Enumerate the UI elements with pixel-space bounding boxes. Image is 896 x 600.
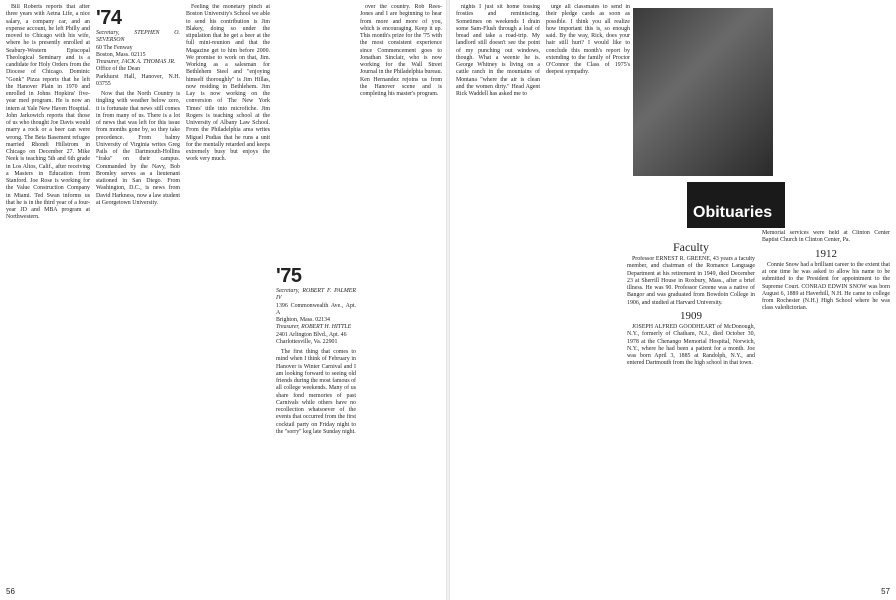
column-text: The first thing that comes to mind when I think of February in Hanover is Winter Carnival and I am looking forward to seeing old friends during the most famous of all college weekends. Many of us share fond memories of past Carnivals while others have no recollection whatsoever of the events that occurred from the first cocktail party on Friday night to the "sorry" keg late Sunday night. bbox=[276, 349, 356, 435]
column-class-74 bbox=[96, 4, 180, 578]
column-text: Professor ERNEST R. GREENE, 43 years a faculty member, and chairman of the Romance Language Department at his retirement in 1949, died December 23 at Sherrill House in Roxbury, Mass., after a brief illness. He was 90. Professor Greene was a native of Bangor and was graduated from Bowdoin College in 1906, and studied at Harvard University. bbox=[627, 256, 755, 306]
obituary-caption: Memorial services were held at Clinton Center Baptist Church in Clinton Center, Pa. bbox=[762, 230, 890, 244]
treasurer-city: Parkhurst Hall, Hanover, N.H. 03755 bbox=[96, 73, 180, 87]
page-number-right: 57 bbox=[881, 587, 890, 596]
column-text: nights I just sit home tossing frosties and reminiscing. Sometimes on weekends I drain some Sam-Flush through a loaf of bread and take a road-trip. My landlord still doesn't see the point of my punching out windows, though. What a weenie he is. George Whitney is living on a cattle ranch in the mountains of Montana "where the air is clean and the women dirty." Head Agent Rick Waddell has asked me to bbox=[456, 4, 540, 97]
class-year-75: '75 bbox=[276, 265, 302, 287]
column-1912 bbox=[762, 230, 890, 578]
page-number-left: 56 bbox=[6, 587, 15, 596]
secretary-address: 1396 Commonwealth Ave., Apt. A bbox=[276, 302, 356, 316]
year-1909-heading: 1909 bbox=[680, 309, 702, 322]
column-class-74-continued bbox=[186, 4, 270, 578]
treasurer-city: Charlottesville, Va. 22901 bbox=[276, 338, 338, 345]
secretary-title: Secretary, ROBERT F. PALMER IV bbox=[276, 288, 356, 302]
column-text: Bill Roberts reports that after three years with Aetna Life, a nice salary, a company car, and an expense account, he left Philly and moved to Chicago with his wife, where he is presently enrolled at Seabury-Western Episcopal Theological Seminary and is a candidate for Holy Orders from the Diocese of Chicago. Dominic "Gonk" Pizza reports that he left the Hanover Plain in 1970 and enrolled in Johns Hopkins' five-year med program. He is now an intern at Yale New Haven Hospital. John Jarkowich reports that those of us who thought Joe Davis would marry a rock or a beer can were wrong. The Beta Basement refugee married Rhondi Hillstrom in Chicago on December 27. Mike Neek is teaching 5th and 6th grade in Los Altos, Calif., after receiving a Masters in Education from Stanford. Joe Rose is working for the Value Construction Company in Miami. Ted Swan informs us that he is in the third year of a four-year JD and MBA program at Northwestern. bbox=[6, 4, 90, 221]
secretary-address: 60 The Fenway bbox=[96, 44, 133, 51]
column-text: Feeling the monetary pinch at Boston University's School we able to send his contribution is Jim Blakey, doing so under the stipulation that he get a beer at the full mini-reunion and that the Magazine get to him before 2000. We promise to work on that, Jim. Working as a salesman for Bethlehem Steel and "enjoying himself thoroughly" is Jim Hillas, now residing in Bethlehem. Jim Lay is now working on the conversion of The New York Times' title into microfiche. Jim Rogers is teaching school at the University of Albany Law School. From the Philadelphia area writes Miguel Pudias that he runs a unit for the mentally retarded and keeps extremely busy but enjoys the work very much. bbox=[186, 4, 270, 163]
column-text: Connie Snow had a brilliant career to the extent that at one time he was asked to allow his name to be submitted to the President for appointment to the Supreme Court. CONRAD EDWIN SNOW was born August 6, 1889 at Haverhill, N.H. He came to college from Rochester (N.H.) High School where he was class valedictorian. bbox=[762, 261, 890, 312]
treasurer-address: 2401 Arlington Blvd., Apt. 46 bbox=[276, 331, 347, 338]
faculty-heading: Faculty bbox=[673, 240, 709, 254]
column-text: Now that the North Country is tingling with weather below zero, it is fortunate that news still comes in from many of us. There is a lot of news that was left for this issue from months gone by, so they take precedence. From balmy University of Virginia writes Greg Pails of the Dartmouth-Hollins "fraks" on their campus. Commanded by the Navy, Bob Bromley serves as a lieutenant stationed in San Diego. From Washington, D.C., is news from David Harkness, now a law student at Georgetown University. bbox=[96, 91, 180, 206]
column-text: urge all classmates to send in their pledge cards as soon as possible. I think you all realize how important this is, so enough said. By the way, Rick, does your hair still hurt? I would like to conclude this month's report by extending to the family of Proctor O'Connor the Class of 1975's deepest sympathy. bbox=[546, 4, 630, 76]
column-class-75-end bbox=[456, 4, 540, 578]
secretary-city: Boston, Mass. 02115 bbox=[96, 51, 146, 58]
obituaries-banner bbox=[687, 182, 785, 228]
column-faculty bbox=[627, 256, 755, 576]
column-text: JOSEPH ALFRED GOODHEART of McDonough, N.Y., formerly of Chatham, N.J., died October 30, 1978 at the Chenango Memorial Hospital, Norwich, N.Y., where he had been a patient for a month. Joe was born April 3, 1885 at Randolph, N.Y., and entered Dartmouth from the high school in that town. bbox=[627, 324, 755, 367]
secretary-city: Brighton, Mass. 02134 bbox=[276, 317, 330, 323]
column-class-75 bbox=[276, 4, 356, 578]
obituaries-label: Obituaries bbox=[693, 204, 773, 221]
treasurer-title: Treasurer, JACK A. THOMAS JR. bbox=[96, 59, 176, 65]
class-year-74: '74 bbox=[96, 7, 122, 29]
year-1912-heading: 1912 bbox=[815, 247, 837, 260]
treasurer-title: Treasurer, ROBERT H. HITTLE bbox=[276, 324, 352, 331]
column-class-75-final bbox=[546, 4, 630, 578]
secretary-title: Secretary, STEPHEN O. SEVERSON bbox=[96, 30, 180, 44]
column-text: over the country. Rob Rees-Jones and I are beginning to hear from more and more of you, which is encouraging. Keep it up. This month's prize for the '75 with the most consistent experience since Commencement goes to Jonathan Sinclair, who is now working for the Wall Street Journal in the Philadelphia bureau. Ken Hernandez rejoins us from the Hanover scene and is completing his master's program. bbox=[360, 4, 442, 97]
treasurer-address: Office of the Dean bbox=[96, 66, 140, 73]
column-class-75-continued bbox=[360, 4, 442, 578]
obituary-photo bbox=[633, 8, 773, 176]
page-gutter bbox=[446, 0, 450, 600]
column-class-73 bbox=[6, 4, 90, 578]
